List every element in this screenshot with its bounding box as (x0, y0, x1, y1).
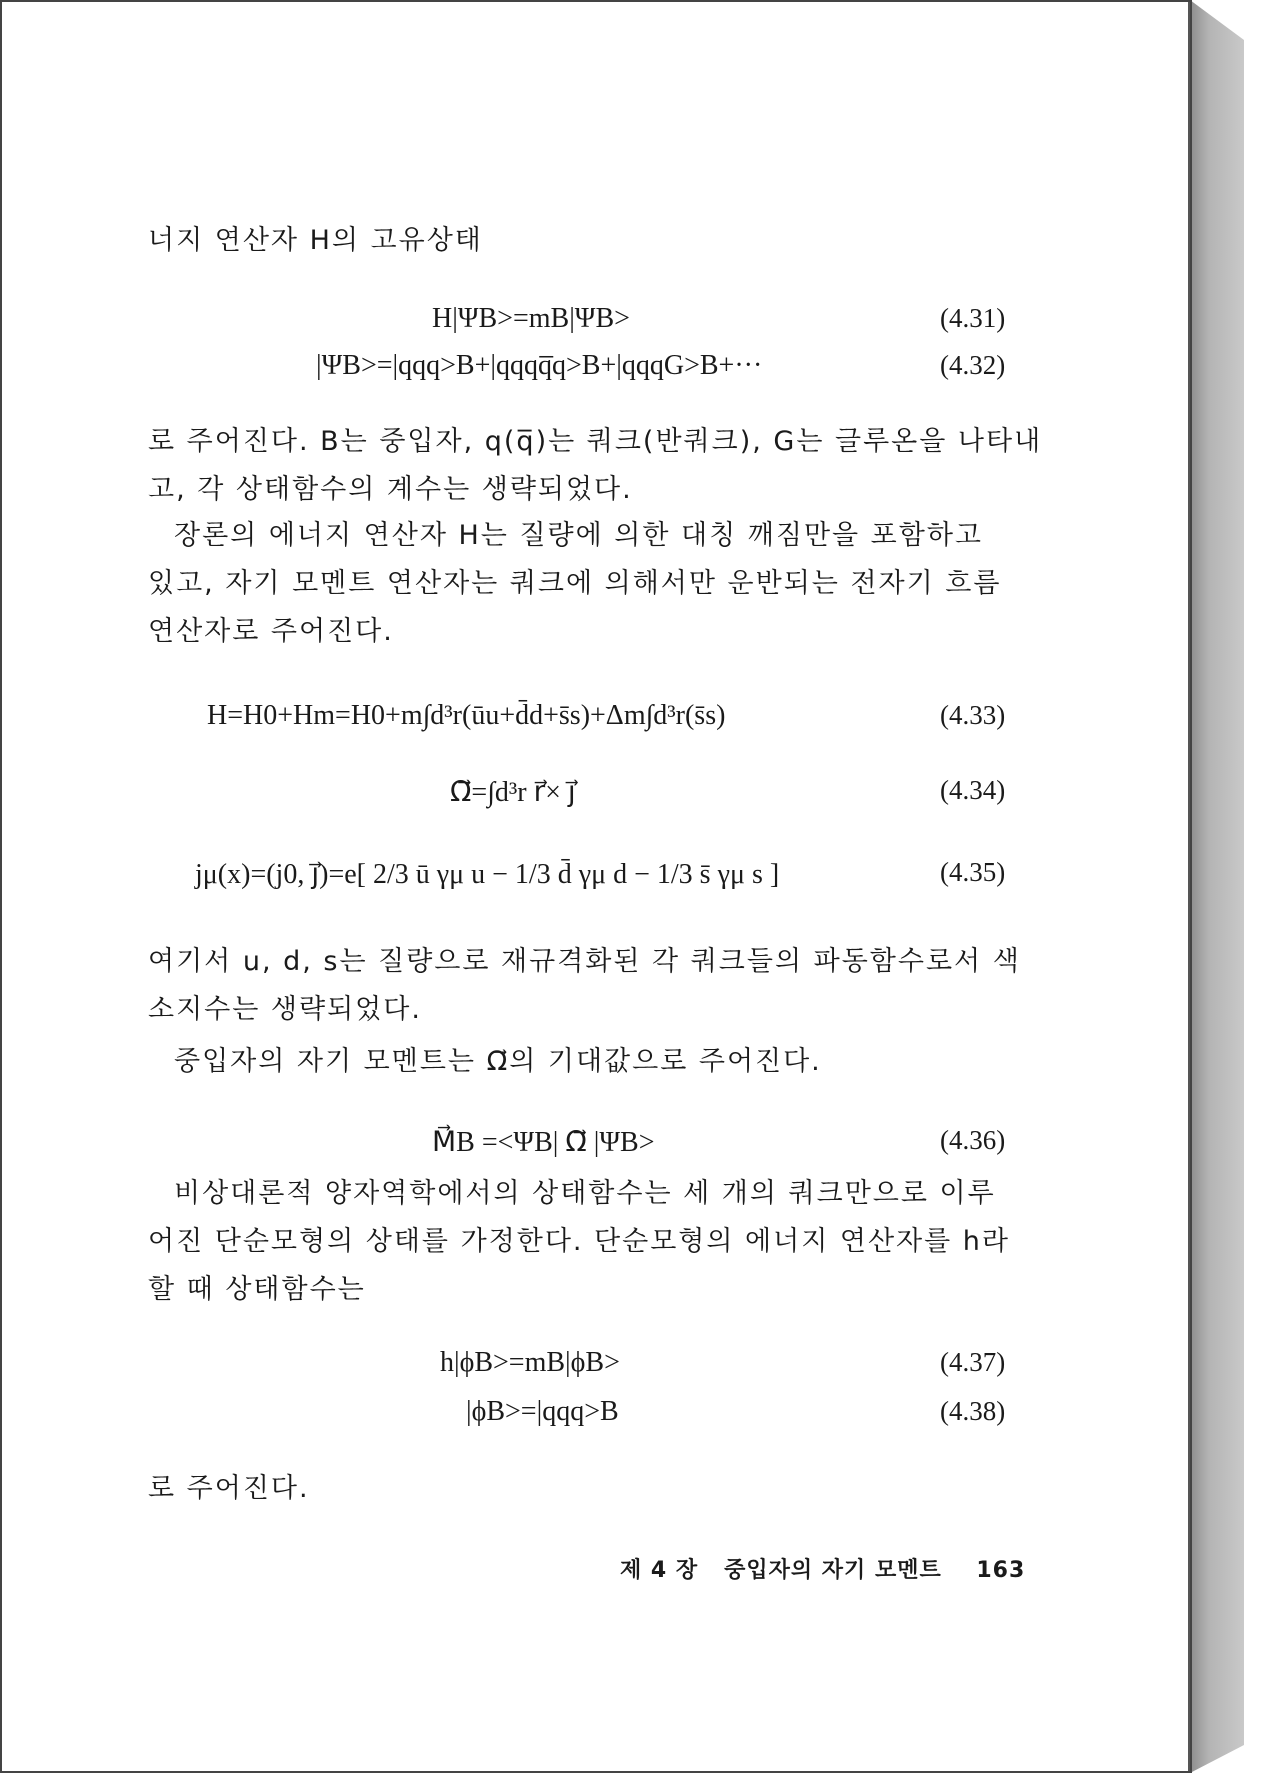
page-edge-shadow (1190, 0, 1244, 1773)
equation-number-4-37: (4.37) (940, 1347, 1006, 1377)
eq-4-31-text: H|ΨB>=mB|ΨB> (432, 303, 630, 334)
eq-4-36-text: M⃗B =<ΨB| Ω⃗ |ΨB> (432, 1127, 655, 1158)
equation-4-33 (207, 700, 725, 732)
paragraph-line: 소지수는 생략되었다. (148, 994, 422, 1025)
paragraph-line: 있고, 자기 모멘트 연산자는 쿼크에 의해서만 운반되는 전자기 흐름 (148, 568, 1002, 599)
equation-4-31 (432, 303, 630, 335)
equation-4-35 (195, 857, 779, 891)
footer-chapter: 제 4 장 (620, 1558, 699, 1583)
equation-number-4-33: (4.33) (940, 700, 1006, 730)
equation-4-38 (466, 1396, 619, 1428)
paragraph-line: 장론의 에너지 연산자 H는 질량에 의한 대칭 깨짐만을 포함하고 (174, 520, 984, 551)
equation-number-4-34: (4.34) (940, 775, 1006, 805)
paragraph-closing: 로 주어진다. (148, 1473, 310, 1504)
equation-4-34 (450, 775, 576, 809)
equation-number-4-38: (4.38) (940, 1396, 1006, 1426)
equation-number-4-32: (4.32) (940, 350, 1006, 380)
paragraph-nonrelativistic (148, 1170, 1008, 1314)
paragraph-line: 로 주어진다. B는 중입자, q(q̅)는 쿼크(반쿼크), G는 글루온을 나타내 (148, 426, 1043, 457)
page-footer (620, 1553, 1025, 1584)
paragraph-line: 중입자의 자기 모멘트는 Ω⃗의 기대값으로 주어진다. (174, 1046, 822, 1077)
paragraph-baryon-def (148, 418, 1043, 514)
paragraph-magnetic-moment (148, 1038, 1008, 1086)
paragraph-line: 어진 단순모형의 상태를 가정한다. 단순모형의 에너지 연산자를 h라 (148, 1226, 1010, 1257)
equation-number-4-35: (4.35) (940, 857, 1006, 887)
eq-4-35-text: jμ(x)=(j0, j⃗)=e[ 2/3 ū γμ u − 1/3 d̄ γμ d − 1/3 s̄ γμ s ] (195, 859, 780, 890)
eq-4-32-text: |ΨB>=|qqq>B+|qqqq̅q>B+|qqqG>B+··· (316, 350, 763, 381)
eq-4-37-text: h|ϕB>=mB|ϕB> (440, 1347, 620, 1378)
equation-number-4-31: (4.31) (940, 303, 1006, 333)
eq-4-33-text: H=H0+Hm=H0+m∫d³r(ūu+d̄d+s̄s)+Δm∫d³r(s̄s) (207, 700, 726, 731)
page-border-left (0, 0, 2, 1773)
footer-page-number: 163 (976, 1558, 1026, 1583)
paragraph-quark-fields (148, 938, 1021, 1034)
paragraph-line: 할 때 상태함수는 (148, 1274, 366, 1305)
equation-4-37 (440, 1347, 620, 1379)
page-edge-border (1190, 0, 1192, 1773)
page-border-top (0, 0, 1192, 2)
paragraph-field-theory (148, 512, 1008, 656)
eq-4-34-text: Ω⃗=∫d³r r⃗× j⃗ (450, 777, 576, 808)
paragraph-line: 연산자로 주어진다. (148, 616, 394, 647)
equation-4-36 (432, 1125, 654, 1159)
paragraph-line: 여기서 u, d, s는 질량으로 재규격화된 각 쿼크들의 파동함수로서 색 (148, 946, 1021, 977)
footer-chapter-title: 중입자의 자기 모멘트 (724, 1558, 942, 1583)
eq-4-38-text: |ϕB>=|qqq>B (466, 1396, 619, 1427)
paragraph-line: 비상대론적 양자역학에서의 상태함수는 세 개의 쿼크만으로 이루 (174, 1178, 996, 1209)
paragraph-intro: 너지 연산자 H의 고유상태 (148, 225, 483, 256)
equation-number-4-36: (4.36) (940, 1125, 1006, 1155)
equation-4-32 (316, 350, 762, 382)
paragraph-line: 고, 각 상태함수의 계수는 생략되었다. (148, 474, 633, 505)
